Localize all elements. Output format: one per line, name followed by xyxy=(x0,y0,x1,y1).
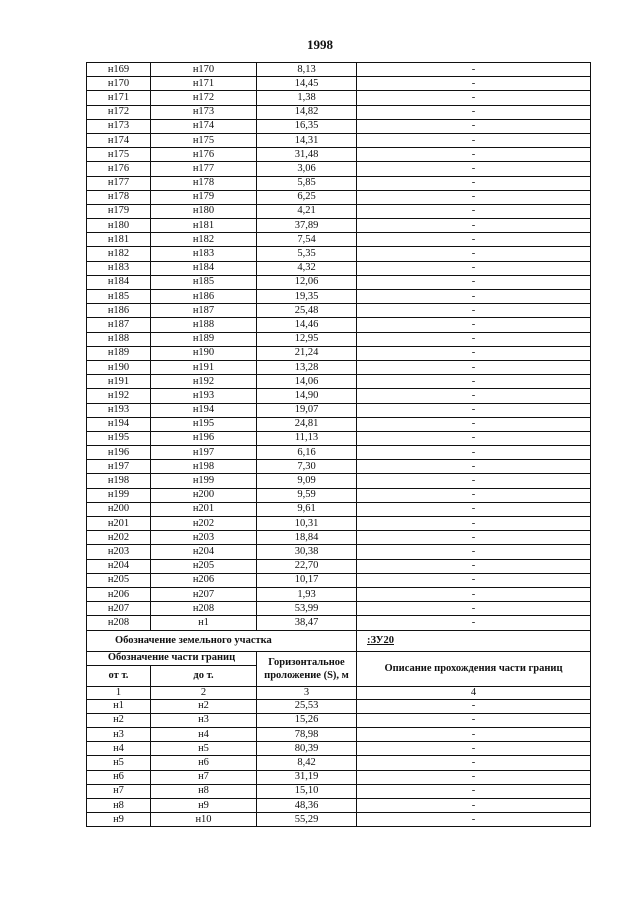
description-cell: - xyxy=(357,770,591,784)
from-point-cell: н192 xyxy=(87,389,151,403)
from-point-cell: н184 xyxy=(87,275,151,289)
distance-cell: 80,39 xyxy=(257,742,357,756)
to-point-cell: н192 xyxy=(151,375,257,389)
from-point-cell: н183 xyxy=(87,261,151,275)
from-point-cell: н205 xyxy=(87,573,151,587)
column-number-cell: 3 xyxy=(257,686,357,699)
to-point-header: до т. xyxy=(151,665,257,686)
description-cell: - xyxy=(357,446,591,460)
from-point-cell: н5 xyxy=(87,756,151,770)
table-row xyxy=(87,517,591,531)
description-cell: - xyxy=(357,148,591,162)
to-point-cell: н197 xyxy=(151,446,257,460)
table-row xyxy=(87,360,591,374)
description-cell: - xyxy=(357,275,591,289)
description-cell: - xyxy=(357,474,591,488)
from-point-cell: н173 xyxy=(87,119,151,133)
to-point-cell: н189 xyxy=(151,332,257,346)
description-cell: - xyxy=(357,699,591,713)
distance-cell: 22,70 xyxy=(257,559,357,573)
description-cell: - xyxy=(357,204,591,218)
description-cell: - xyxy=(357,403,591,417)
distance-cell: 8,13 xyxy=(257,63,357,77)
distance-cell: 4,21 xyxy=(257,204,357,218)
distance-cell: 37,89 xyxy=(257,219,357,233)
description-cell: - xyxy=(357,545,591,559)
distance-cell: 21,24 xyxy=(257,346,357,360)
table-row xyxy=(87,105,591,119)
distance-cell: 14,82 xyxy=(257,105,357,119)
description-cell: - xyxy=(357,261,591,275)
distance-cell: 5,85 xyxy=(257,176,357,190)
to-point-cell: н5 xyxy=(151,742,257,756)
page-number: 1998 xyxy=(307,37,333,52)
description-cell: - xyxy=(357,784,591,798)
from-point-header: от т. xyxy=(87,665,151,686)
distance-cell: 78,98 xyxy=(257,728,357,742)
from-point-cell: н172 xyxy=(87,105,151,119)
distance-cell: 25,48 xyxy=(257,304,357,318)
description-cell: - xyxy=(357,616,591,630)
description-cell: - xyxy=(357,375,591,389)
from-point-cell: н178 xyxy=(87,190,151,204)
table-row xyxy=(87,318,591,332)
distance-cell: 14,46 xyxy=(257,318,357,332)
table-row xyxy=(87,502,591,516)
distance-cell: 24,81 xyxy=(257,417,357,431)
table-row xyxy=(87,332,591,346)
to-point-cell: н201 xyxy=(151,502,257,516)
to-point-cell: н175 xyxy=(151,133,257,147)
distance-cell: 19,07 xyxy=(257,403,357,417)
to-point-cell: н1 xyxy=(151,616,257,630)
description-cell: - xyxy=(357,360,591,374)
to-point-cell: н199 xyxy=(151,474,257,488)
from-point-cell: н197 xyxy=(87,460,151,474)
from-point-cell: н180 xyxy=(87,219,151,233)
from-point-cell: н3 xyxy=(87,728,151,742)
description-cell: - xyxy=(357,742,591,756)
description-cell: - xyxy=(357,91,591,105)
description-cell: - xyxy=(357,290,591,304)
from-point-cell: н6 xyxy=(87,770,151,784)
to-point-cell: н203 xyxy=(151,531,257,545)
table-row xyxy=(87,275,591,289)
from-point-cell: н1 xyxy=(87,699,151,713)
description-cell: - xyxy=(357,304,591,318)
to-point-cell: н2 xyxy=(151,699,257,713)
to-point-cell: н188 xyxy=(151,318,257,332)
from-point-cell: н170 xyxy=(87,77,151,91)
distance-cell: 38,47 xyxy=(257,616,357,630)
description-cell: - xyxy=(357,346,591,360)
to-point-cell: н200 xyxy=(151,488,257,502)
to-point-cell: н194 xyxy=(151,403,257,417)
table-row xyxy=(87,784,591,798)
table-row xyxy=(87,587,591,601)
description-cell: - xyxy=(357,713,591,727)
table-row xyxy=(87,77,591,91)
to-point-cell: н204 xyxy=(151,545,257,559)
from-point-cell: н195 xyxy=(87,431,151,445)
from-point-cell: н7 xyxy=(87,784,151,798)
table-row xyxy=(87,616,591,630)
from-point-cell: н174 xyxy=(87,133,151,147)
from-point-cell: н179 xyxy=(87,204,151,218)
distance-cell: 53,99 xyxy=(257,602,357,616)
to-point-cell: н186 xyxy=(151,290,257,304)
to-point-cell: н171 xyxy=(151,77,257,91)
description-cell: - xyxy=(357,105,591,119)
from-point-cell: н182 xyxy=(87,247,151,261)
from-point-cell: н193 xyxy=(87,403,151,417)
distance-cell: 7,30 xyxy=(257,460,357,474)
description-cell: - xyxy=(357,431,591,445)
description-cell: - xyxy=(357,531,591,545)
from-point-cell: н4 xyxy=(87,742,151,756)
distance-cell: 12,06 xyxy=(257,275,357,289)
table-row xyxy=(87,162,591,176)
description-cell: - xyxy=(357,63,591,77)
distance-cell: 48,36 xyxy=(257,799,357,813)
to-point-cell: н198 xyxy=(151,460,257,474)
to-point-cell: н202 xyxy=(151,517,257,531)
distance-cell: 5,35 xyxy=(257,247,357,261)
from-point-cell: н2 xyxy=(87,713,151,727)
description-cell: - xyxy=(357,247,591,261)
description-cell: - xyxy=(357,389,591,403)
description-cell: - xyxy=(357,190,591,204)
description-cell: - xyxy=(357,813,591,827)
description-cell: - xyxy=(357,162,591,176)
description-cell: - xyxy=(357,602,591,616)
to-point-cell: н177 xyxy=(151,162,257,176)
to-point-cell: н173 xyxy=(151,105,257,119)
table-row xyxy=(87,531,591,545)
description-cell: - xyxy=(357,587,591,601)
table-row xyxy=(87,148,591,162)
distance-cell: 4,32 xyxy=(257,261,357,275)
distance-cell: 10,31 xyxy=(257,517,357,531)
distance-cell: 31,48 xyxy=(257,148,357,162)
from-point-cell: н206 xyxy=(87,587,151,601)
to-point-cell: н170 xyxy=(151,63,257,77)
table-row xyxy=(87,474,591,488)
distance-cell: 9,59 xyxy=(257,488,357,502)
to-point-cell: н9 xyxy=(151,799,257,813)
from-point-cell: н203 xyxy=(87,545,151,559)
table-row xyxy=(87,417,591,431)
to-point-cell: н8 xyxy=(151,784,257,798)
distance-cell: 3,06 xyxy=(257,162,357,176)
distance-cell: 14,45 xyxy=(257,77,357,91)
to-point-cell: н176 xyxy=(151,148,257,162)
to-point-cell: н196 xyxy=(151,431,257,445)
table1-body xyxy=(87,63,591,631)
description-cell: - xyxy=(357,119,591,133)
distance-cell: 7,54 xyxy=(257,233,357,247)
distance-cell: 15,10 xyxy=(257,784,357,798)
to-point-cell: н195 xyxy=(151,417,257,431)
description-cell: - xyxy=(357,219,591,233)
from-point-cell: н185 xyxy=(87,290,151,304)
table-row xyxy=(87,219,591,233)
from-point-cell: н208 xyxy=(87,616,151,630)
column-number-cell: 4 xyxy=(357,686,591,699)
table-row xyxy=(87,190,591,204)
land-plot-label: Обозначение земельного участка xyxy=(87,630,357,651)
table-row xyxy=(87,713,591,727)
table-row xyxy=(87,573,591,587)
table-row xyxy=(87,460,591,474)
table-row xyxy=(87,545,591,559)
from-point-cell: н204 xyxy=(87,559,151,573)
table-row xyxy=(87,799,591,813)
table-row xyxy=(87,389,591,403)
from-point-cell: н8 xyxy=(87,799,151,813)
description-cell: - xyxy=(357,517,591,531)
from-point-cell: н186 xyxy=(87,304,151,318)
to-point-cell: н191 xyxy=(151,360,257,374)
from-point-cell: н177 xyxy=(87,176,151,190)
description-cell: - xyxy=(357,502,591,516)
from-point-cell: н191 xyxy=(87,375,151,389)
distance-cell: 31,19 xyxy=(257,770,357,784)
description-header: Описание прохождения части границ xyxy=(357,651,591,686)
to-point-cell: н206 xyxy=(151,573,257,587)
description-cell: - xyxy=(357,488,591,502)
description-cell: - xyxy=(357,133,591,147)
to-point-cell: н7 xyxy=(151,770,257,784)
table-row xyxy=(87,728,591,742)
distance-cell: 15,26 xyxy=(257,713,357,727)
to-point-cell: н172 xyxy=(151,91,257,105)
description-cell: - xyxy=(357,176,591,190)
table2-body xyxy=(87,699,591,827)
distance-cell: 6,16 xyxy=(257,446,357,460)
distance-cell: 9,09 xyxy=(257,474,357,488)
from-point-cell: н201 xyxy=(87,517,151,531)
distance-cell: 55,29 xyxy=(257,813,357,827)
to-point-cell: н6 xyxy=(151,756,257,770)
description-cell: - xyxy=(357,559,591,573)
from-point-cell: н187 xyxy=(87,318,151,332)
to-point-cell: н185 xyxy=(151,275,257,289)
distance-cell: 6,25 xyxy=(257,190,357,204)
to-point-cell: н3 xyxy=(151,713,257,727)
to-point-cell: н184 xyxy=(151,261,257,275)
distance-cell: 1,38 xyxy=(257,91,357,105)
table-row xyxy=(87,813,591,827)
column-number-cell: 1 xyxy=(87,686,151,699)
to-point-cell: н180 xyxy=(151,204,257,218)
to-point-cell: н208 xyxy=(151,602,257,616)
from-point-cell: н207 xyxy=(87,602,151,616)
land-plot-code: :ЗУ20 xyxy=(357,630,591,651)
from-point-cell: н194 xyxy=(87,417,151,431)
description-cell: - xyxy=(357,756,591,770)
distance-cell: 11,13 xyxy=(257,431,357,445)
description-cell: - xyxy=(357,233,591,247)
distance-cell: 25,53 xyxy=(257,699,357,713)
from-point-cell: н199 xyxy=(87,488,151,502)
distance-cell: 14,31 xyxy=(257,133,357,147)
table-row xyxy=(87,756,591,770)
table-row xyxy=(87,699,591,713)
from-point-cell: н200 xyxy=(87,502,151,516)
table-row xyxy=(87,261,591,275)
to-point-cell: н193 xyxy=(151,389,257,403)
horizontal-distance-header: Горизонтальное проложение (S), м xyxy=(257,651,357,686)
column-number-row xyxy=(87,686,591,699)
table-row xyxy=(87,133,591,147)
table-row xyxy=(87,91,591,105)
to-point-cell: н10 xyxy=(151,813,257,827)
description-cell: - xyxy=(357,77,591,91)
distance-cell: 14,06 xyxy=(257,375,357,389)
distance-cell: 10,17 xyxy=(257,573,357,587)
description-cell: - xyxy=(357,318,591,332)
from-point-cell: н202 xyxy=(87,531,151,545)
column-number-cell: 2 xyxy=(151,686,257,699)
to-point-cell: н183 xyxy=(151,247,257,261)
to-point-cell: н190 xyxy=(151,346,257,360)
distance-cell: 13,28 xyxy=(257,360,357,374)
table-row xyxy=(87,559,591,573)
from-point-cell: н176 xyxy=(87,162,151,176)
to-point-cell: н182 xyxy=(151,233,257,247)
distance-cell: 8,42 xyxy=(257,756,357,770)
distance-cell: 19,35 xyxy=(257,290,357,304)
table-row xyxy=(87,602,591,616)
table-row xyxy=(87,233,591,247)
table-row xyxy=(87,204,591,218)
description-cell: - xyxy=(357,460,591,474)
description-cell: - xyxy=(357,573,591,587)
table-row xyxy=(87,176,591,190)
table-row xyxy=(87,63,591,77)
to-point-cell: н179 xyxy=(151,190,257,204)
to-point-cell: н181 xyxy=(151,219,257,233)
table-row xyxy=(87,742,591,756)
table-row xyxy=(87,247,591,261)
part-designation-header: Обозначение части границ xyxy=(87,651,257,665)
to-point-cell: н207 xyxy=(151,587,257,601)
table-row xyxy=(87,770,591,784)
section2-header xyxy=(87,630,591,699)
from-point-cell: н189 xyxy=(87,346,151,360)
description-cell: - xyxy=(357,728,591,742)
to-point-cell: н4 xyxy=(151,728,257,742)
table-row xyxy=(87,304,591,318)
distance-cell: 1,93 xyxy=(257,587,357,601)
distance-cell: 18,84 xyxy=(257,531,357,545)
to-point-cell: н178 xyxy=(151,176,257,190)
from-point-cell: н169 xyxy=(87,63,151,77)
table-row xyxy=(87,488,591,502)
table-row xyxy=(87,290,591,304)
table-row xyxy=(87,446,591,460)
table-row xyxy=(87,346,591,360)
from-point-cell: н188 xyxy=(87,332,151,346)
from-point-cell: н198 xyxy=(87,474,151,488)
to-point-cell: н187 xyxy=(151,304,257,318)
from-point-cell: н171 xyxy=(87,91,151,105)
table-row xyxy=(87,119,591,133)
table-row xyxy=(87,375,591,389)
from-point-cell: н175 xyxy=(87,148,151,162)
boundary-table xyxy=(86,62,591,827)
from-point-cell: н196 xyxy=(87,446,151,460)
distance-cell: 9,61 xyxy=(257,502,357,516)
from-point-cell: н190 xyxy=(87,360,151,374)
description-cell: - xyxy=(357,417,591,431)
to-point-cell: н174 xyxy=(151,119,257,133)
from-point-cell: н9 xyxy=(87,813,151,827)
from-point-cell: н181 xyxy=(87,233,151,247)
table-row xyxy=(87,431,591,445)
description-cell: - xyxy=(357,799,591,813)
distance-cell: 14,90 xyxy=(257,389,357,403)
distance-cell: 30,38 xyxy=(257,545,357,559)
distance-cell: 12,95 xyxy=(257,332,357,346)
to-point-cell: н205 xyxy=(151,559,257,573)
table-row xyxy=(87,403,591,417)
description-cell: - xyxy=(357,332,591,346)
distance-cell: 16,35 xyxy=(257,119,357,133)
